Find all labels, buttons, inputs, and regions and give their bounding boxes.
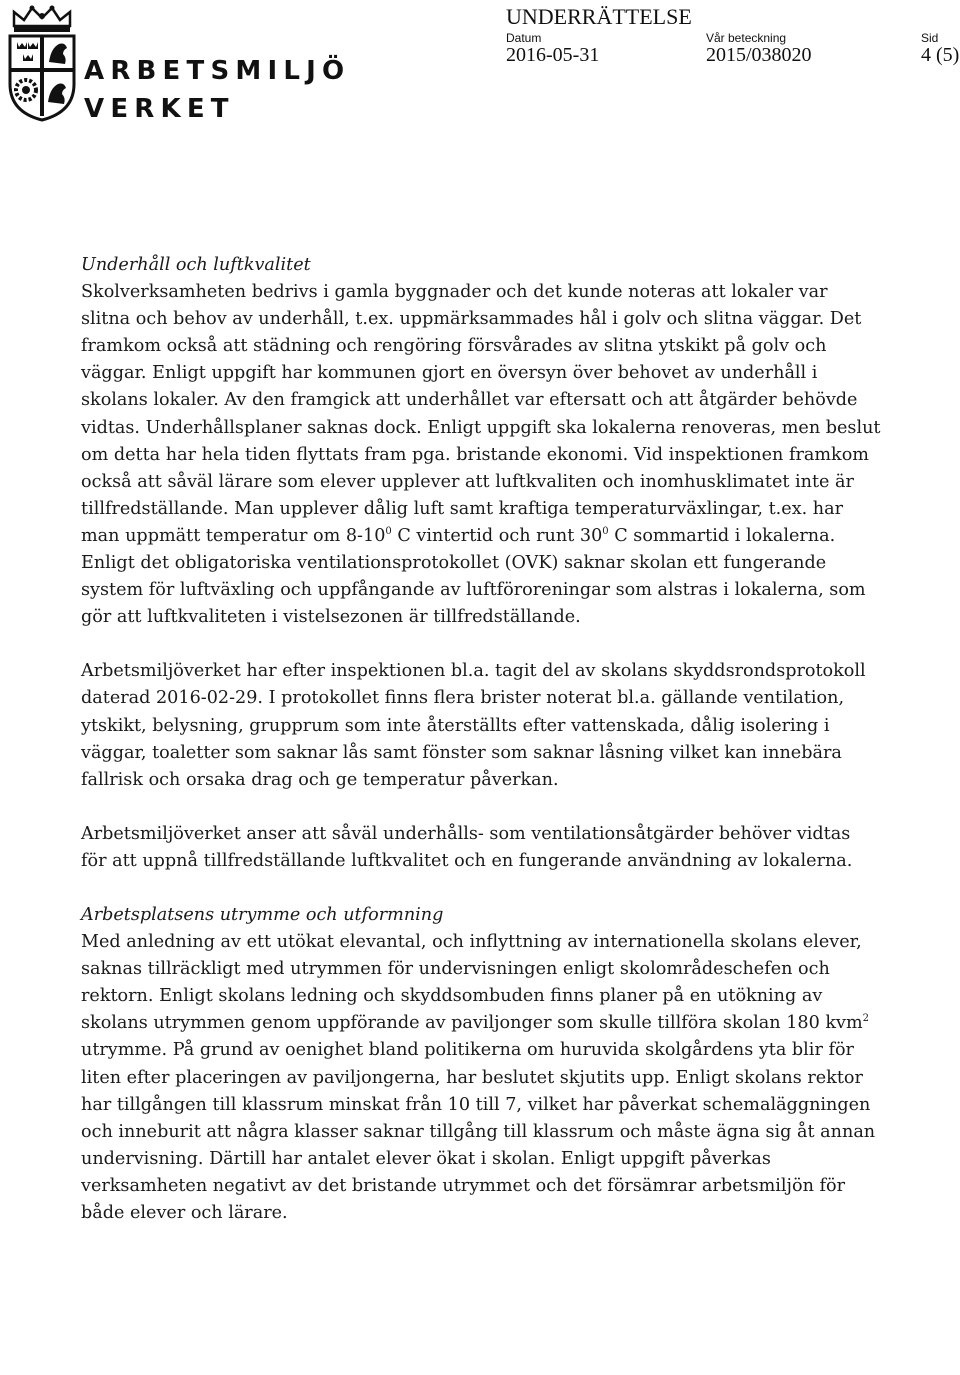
paragraph-text: Skolverksamheten bedrivs i gamla byggnader och det kunde noteras att lokaler var slitna och behov av underhåll, t.ex. uppmärksammades hål i golv och slitna väggar. Det framkom också att städning och rengöring försvårades av slitna ytskikt på golv och väggar. Enligt uppgift har kommunen gjort en översyn över behovet av underhåll i skolans lokaler. Av den framgick att underhållet var eftersatt och att åtgärder behövde vidtas. Underhållsplaner saknas dock. Enligt uppgift ska lokalerna renoveras, men beslut om detta har hela tiden flyttats fram pga. bristande ekonomi. Vid inspektionen framkom också att såväl lärare som elever upplever att luftkvaliten och inomhusklimatet inte är tillfredställande. Man upplever dålig luft samt kraftiga temperaturväxlingar, t.ex. har man uppmätt temperatur om 8-10	[81, 282, 881, 546]
section-air-quality	[81, 252, 881, 631]
coat-of-arms-logo	[4, 4, 80, 122]
section-workspace	[81, 902, 881, 1227]
date-value: 2016-05-31	[506, 44, 600, 66]
superscript: 2	[862, 1013, 870, 1025]
logo-line-2: VERKET	[84, 94, 235, 124]
page-value: 4 (5)	[921, 44, 960, 66]
section-heading: Underhåll och luftkvalitet	[81, 255, 311, 275]
page-label: Sid	[921, 31, 939, 45]
document-type: UNDERRÄTTELSE	[506, 4, 692, 29]
paragraph-text: utrymme. På grund av oenighet bland politikerna om huruvida skolgårdens yta blir för liten efter placeringen av paviljongerna, har beslutet skjutits upp. Enligt skolans rektor har tillgången till klassrum minskat från 10 till 7, vilket har påverkat schemaläggningen och inneburit att några klasser saknar tillgång till klassrum och måste ägna sig åt annan undervisning. Därtill har antalet elever ökat i skolan. Enligt uppgift påverkas verksamheten negativt av det bristande utrymmet och det försämrar arbetsmiljön för både elever och lärare.	[81, 1040, 876, 1223]
logo-line-1: ARBETSMILJÖ	[84, 56, 351, 86]
superscript: 0	[602, 525, 609, 537]
date-label: Datum	[506, 31, 542, 45]
agency-logo-text	[84, 52, 350, 128]
paragraph-text: C vintertid och runt 30	[391, 525, 603, 546]
paragraph-safety-protocol: Arbetsmiljöverket har efter inspektionen bl.a. tagit del av skolans skyddsrondsprotokoll daterad 2016-02-29. I protokollet finns flera brister noterat bl.a. gällande ventilation, ytskikt, belysning, grupprum som inte återställts efter vattenskada, dålig isolering i väggar, toaletter som saknar lås samt fönster som saknar låsning vilket kan innebära fallrisk och orsaka drag och ge temperatur påverkan.	[81, 661, 866, 790]
paragraph-text: Med anledning av ett utökat elevantal, och inflyttning av internationella skolans elever, saknas tillräckligt med utrymmen för undervisningen enligt skolområdeschefen och rektorn. Enligt skolans ledning och skyddsombuden finns planer på en utökning av skolans utrymmen genom uppförande av paviljonger som skulle tillföra skolan 180 kvm	[81, 932, 863, 1034]
document-body	[81, 252, 881, 1254]
reference-value: 2015/038020	[706, 44, 812, 66]
paragraph-text: C sommartid i lokalerna. Enligt det obligatoriska ventilationsprotokollet (OVK) saknar skolan ett fungerande system för luftväxling och uppfångande av luftföroreningar som alstras i lokalerna, som gör att luftkvaliteten i vistelsezonen är tillfredställande.	[81, 525, 866, 628]
paragraph-assessment: Arbetsmiljöverket anser att såväl underhålls- som ventilationsåtgärder behöver vidtas för att uppnå tillfredställande luftkvalitet och en fungerande användning av lokalerna.	[81, 823, 853, 871]
section-heading: Arbetsplatsens utrymme och utformning	[81, 904, 444, 925]
superscript: 0	[385, 525, 392, 537]
reference-label: Vår beteckning	[706, 31, 787, 45]
